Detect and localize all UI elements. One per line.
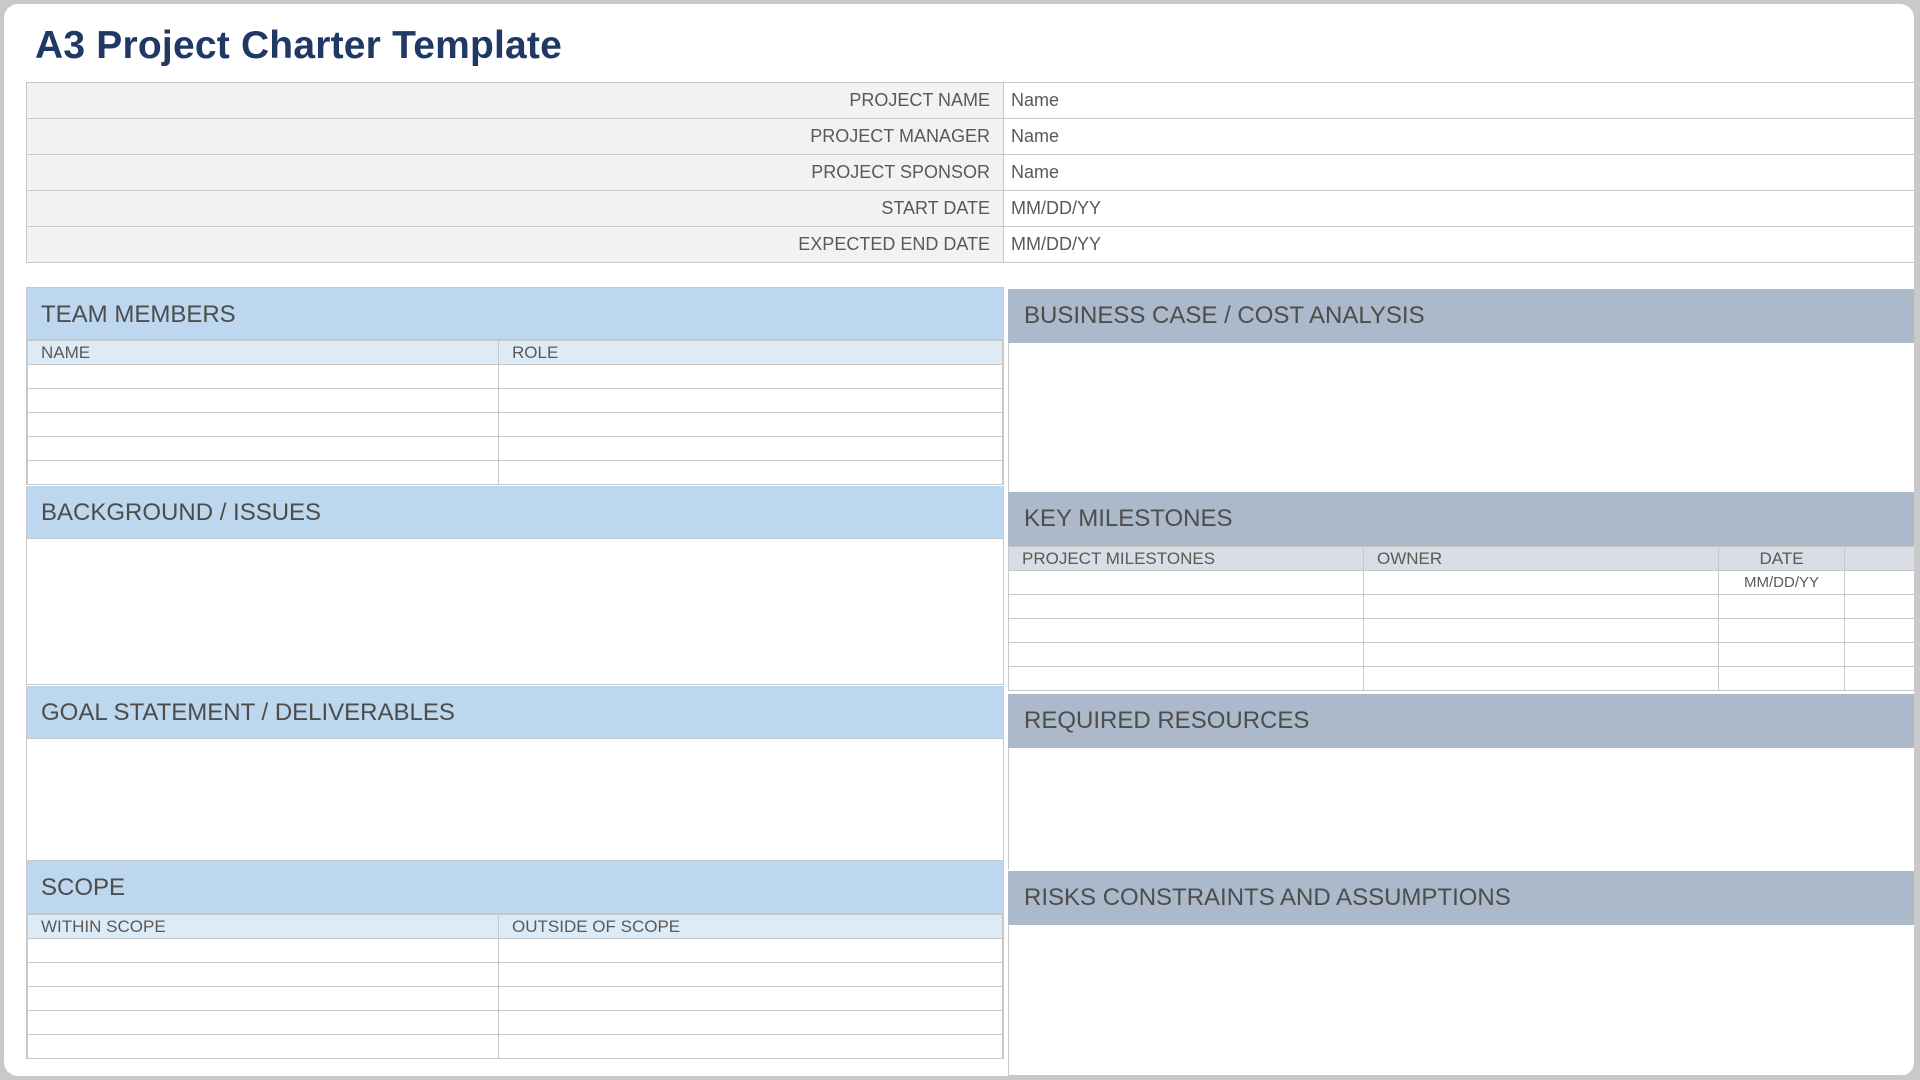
date-cell[interactable]: MM/DD/YY [1719, 571, 1845, 595]
table-row [1009, 595, 1915, 619]
extra-cell[interactable] [1845, 667, 1915, 691]
table-row [1009, 619, 1915, 643]
info-row [27, 191, 1915, 227]
outside-cell[interactable] [499, 963, 1003, 987]
owner-cell[interactable] [1364, 571, 1719, 595]
milestone-cell[interactable] [1009, 619, 1364, 643]
table-row [28, 437, 1003, 461]
info-row [27, 83, 1915, 119]
date-cell[interactable] [1719, 667, 1845, 691]
info-row [27, 119, 1915, 155]
table-row [28, 1035, 1003, 1059]
within-cell[interactable] [28, 1011, 499, 1035]
table-row [28, 461, 1003, 485]
team-role-cell[interactable] [499, 461, 1003, 485]
team-name-cell[interactable] [28, 437, 499, 461]
background-header: BACKGROUND / ISSUES [27, 486, 1003, 539]
project-sponsor-field[interactable]: Name [1004, 155, 1915, 191]
project-manager-field[interactable]: Name [1004, 119, 1915, 155]
milestone-cell[interactable] [1009, 643, 1364, 667]
outside-cell[interactable] [499, 1011, 1003, 1035]
col-owner-header: OWNER [1364, 547, 1719, 571]
table-row [28, 365, 1003, 389]
table-header-row [28, 341, 1003, 365]
table-row [28, 413, 1003, 437]
end-date-field[interactable]: MM/DD/YY [1004, 227, 1915, 263]
goal-section [26, 686, 1004, 861]
within-cell[interactable] [28, 939, 499, 963]
col-within-header: WITHIN SCOPE [28, 915, 499, 939]
business-case-section [1008, 289, 1914, 493]
owner-cell[interactable] [1364, 667, 1719, 691]
end-date-label: EXPECTED END DATE [27, 227, 1004, 263]
charter-sheet [4, 4, 1914, 1076]
risks-section [1008, 871, 1914, 1076]
scope-table [27, 914, 1003, 1059]
business-case-header: BUSINESS CASE / COST ANALYSIS [1008, 289, 1914, 343]
owner-cell[interactable] [1364, 619, 1719, 643]
table-row [1009, 643, 1915, 667]
extra-cell[interactable] [1845, 619, 1915, 643]
required-resources-header: REQUIRED RESOURCES [1008, 694, 1914, 748]
milestone-cell[interactable] [1009, 667, 1364, 691]
team-name-cell[interactable] [28, 413, 499, 437]
milestone-cell[interactable] [1009, 571, 1364, 595]
extra-cell[interactable] [1845, 643, 1915, 667]
project-name-field[interactable]: Name [1004, 83, 1915, 119]
team-role-cell[interactable] [499, 389, 1003, 413]
col-outside-header: OUTSIDE OF SCOPE [499, 915, 1003, 939]
extra-cell[interactable] [1845, 595, 1915, 619]
milestones-table [1008, 546, 1914, 691]
team-role-cell[interactable] [499, 413, 1003, 437]
start-date-field[interactable]: MM/DD/YY [1004, 191, 1915, 227]
team-members-table [27, 340, 1003, 485]
background-body[interactable] [27, 539, 1003, 685]
table-row [28, 987, 1003, 1011]
start-date-label: START DATE [27, 191, 1004, 227]
risks-header: RISKS CONSTRAINTS AND ASSUMPTIONS [1008, 871, 1914, 925]
col-extra-header [1845, 547, 1915, 571]
col-date-header: DATE [1719, 547, 1845, 571]
project-manager-label: PROJECT MANAGER [27, 119, 1004, 155]
table-row [1009, 667, 1915, 691]
team-members-section [26, 287, 1004, 485]
milestone-cell[interactable] [1009, 595, 1364, 619]
risks-body[interactable] [1008, 925, 1914, 1076]
team-name-cell[interactable] [28, 365, 499, 389]
info-row [27, 227, 1915, 263]
team-name-cell[interactable] [28, 389, 499, 413]
team-name-cell[interactable] [28, 461, 499, 485]
table-row [28, 1011, 1003, 1035]
goal-header: GOAL STATEMENT / DELIVERABLES [27, 686, 1003, 739]
table-row [1009, 571, 1915, 595]
table-row [28, 389, 1003, 413]
date-cell[interactable] [1719, 643, 1845, 667]
owner-cell[interactable] [1364, 595, 1719, 619]
col-name-header: NAME [28, 341, 499, 365]
key-milestones-section [1008, 492, 1914, 691]
scope-header: SCOPE [27, 861, 1003, 914]
within-cell[interactable] [28, 987, 499, 1011]
background-section [26, 486, 1004, 685]
required-resources-section [1008, 694, 1914, 870]
team-role-cell[interactable] [499, 365, 1003, 389]
col-role-header: ROLE [499, 341, 1003, 365]
within-cell[interactable] [28, 963, 499, 987]
table-row [28, 963, 1003, 987]
business-case-body[interactable] [1008, 343, 1914, 493]
goal-body[interactable] [27, 739, 1003, 861]
project-sponsor-label: PROJECT SPONSOR [27, 155, 1004, 191]
project-info-table [26, 82, 1914, 263]
key-milestones-header: KEY MILESTONES [1008, 492, 1914, 546]
project-name-label: PROJECT NAME [27, 83, 1004, 119]
outside-cell[interactable] [499, 987, 1003, 1011]
page-title: A3 Project Charter Template [35, 24, 563, 67]
date-cell[interactable] [1719, 619, 1845, 643]
team-members-header: TEAM MEMBERS [27, 287, 1003, 340]
outside-cell[interactable] [499, 939, 1003, 963]
col-milestones-header: PROJECT MILESTONES [1009, 547, 1364, 571]
required-resources-body[interactable] [1008, 748, 1914, 870]
table-row [28, 939, 1003, 963]
table-header-row [1009, 547, 1915, 571]
scope-section [26, 861, 1004, 1059]
within-cell[interactable] [28, 1035, 499, 1059]
extra-cell[interactable] [1845, 571, 1915, 595]
owner-cell[interactable] [1364, 643, 1719, 667]
table-header-row [28, 915, 1003, 939]
info-row [27, 155, 1915, 191]
date-cell[interactable] [1719, 595, 1845, 619]
team-role-cell[interactable] [499, 437, 1003, 461]
outside-cell[interactable] [499, 1035, 1003, 1059]
